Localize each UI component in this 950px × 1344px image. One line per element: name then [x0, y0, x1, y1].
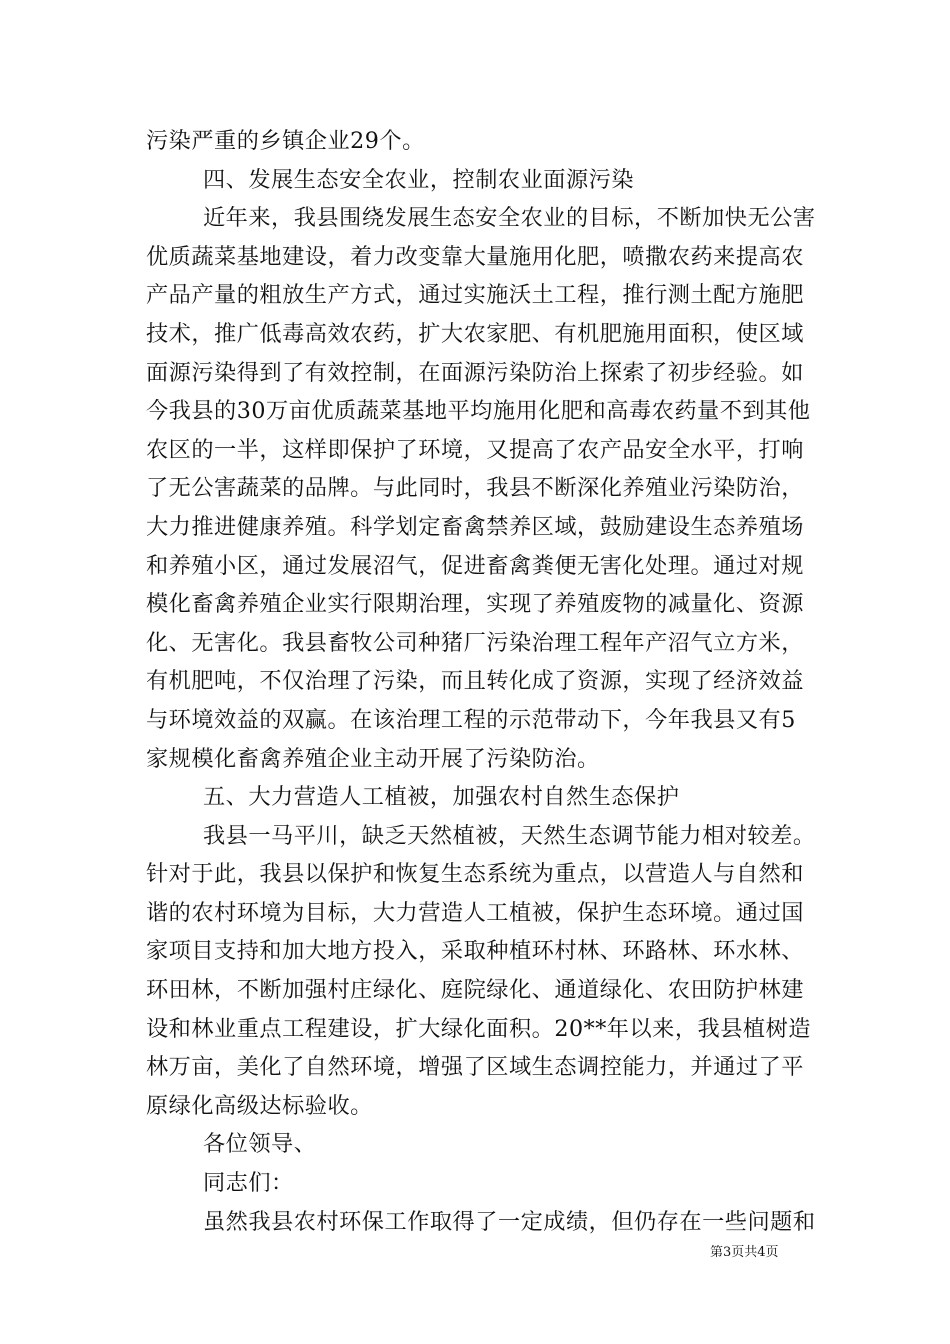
text-line: 今我县的30万亩优质蔬菜基地平均施用化肥和高毒农药量不到其他 — [146, 398, 811, 425]
text-line: 了无公害蔬菜的品牌。与此同时，我县不断深化养殖业污染防治， — [146, 475, 804, 502]
text-line: 与环境效益的双赢。在该治理工程的示范带动下，今年我县又有5 — [146, 706, 796, 733]
text-line: 五、大力营造人工植被，加强农村自然生态保护 — [203, 784, 680, 811]
text-line: 化、无害化。我县畜牧公司种猪厂污染治理工程年产沼气立方米， — [146, 629, 804, 656]
text-line: 家项目支持和加大地方投入，采取种植环村林、环路林、环水林、 — [146, 938, 804, 965]
page-number-footer: 第3页共4页 — [710, 1245, 779, 1260]
text-line: 环田林，不断加强村庄绿化、庭院绿化、通道绿化、农田防护林建 — [146, 977, 804, 1004]
text-line: 同志们： — [203, 1170, 294, 1197]
text-line: 有机肥吨，不仅治理了污染，而且转化成了资源，实现了经济效益 — [146, 668, 804, 695]
text-line: 家规模化畜禽养殖企业主动开展了污染防治。 — [146, 745, 600, 772]
text-line: 各位领导、 — [203, 1131, 317, 1158]
text-line: 和养殖小区，通过发展沼气，促进畜禽粪便无害化处理。通过对规 — [146, 552, 804, 579]
text-line: 面源污染得到了有效控制，在面源污染防治上探索了初步经验。如 — [146, 359, 804, 386]
text-line: 四、发展生态安全农业，控制农业面源污染 — [203, 166, 635, 193]
text-line: 原绿化高级达标验收。 — [146, 1092, 373, 1119]
text-line: 农区的一半，这样即保护了环境，又提高了农产品安全水平，打响 — [146, 436, 804, 463]
text-line: 污染严重的乡镇企业29个。 — [146, 128, 425, 154]
body-text — [146, 122, 816, 1241]
text-line: 近年来，我县围绕发展生态安全农业的目标，不断加快无公害 — [203, 205, 816, 232]
text-line: 大力推进健康养殖。科学划定畜禽禁养区域，鼓励建设生态养殖场 — [146, 513, 804, 540]
text-line: 虽然我县农村环保工作取得了一定成绩，但仍存在一些问题和 — [203, 1208, 816, 1235]
text-line: 优质蔬菜基地建设，着力改变靠大量施用化肥，喷撒农药来提高农 — [146, 243, 804, 270]
text-line: 模化畜禽养殖企业实行限期治理，实现了养殖废物的减量化、资源 — [146, 591, 804, 618]
text-line: 针对于此，我县以保护和恢复生态系统为重点，以营造人与自然和 — [146, 861, 804, 888]
text-line: 谐的农村环境为目标，大力营造人工植被，保护生态环境。通过国 — [146, 899, 804, 926]
text-line: 产品产量的粗放生产方式，通过实施沃土工程，推行测土配方施肥 — [146, 282, 804, 309]
text-line: 设和林业重点工程建设，扩大绿化面积。20**年以来，我县植树造 — [146, 1015, 811, 1042]
text-line: 技术，推广低毒高效农药，扩大农家肥、有机肥施用面积，使区域 — [146, 320, 804, 347]
text-line: 我县一马平川，缺乏天然植被，天然生态调节能力相对较差。 — [203, 822, 816, 849]
text-line: 林万亩，美化了自然环境，增强了区域生态调控能力，并通过了平 — [146, 1054, 804, 1081]
